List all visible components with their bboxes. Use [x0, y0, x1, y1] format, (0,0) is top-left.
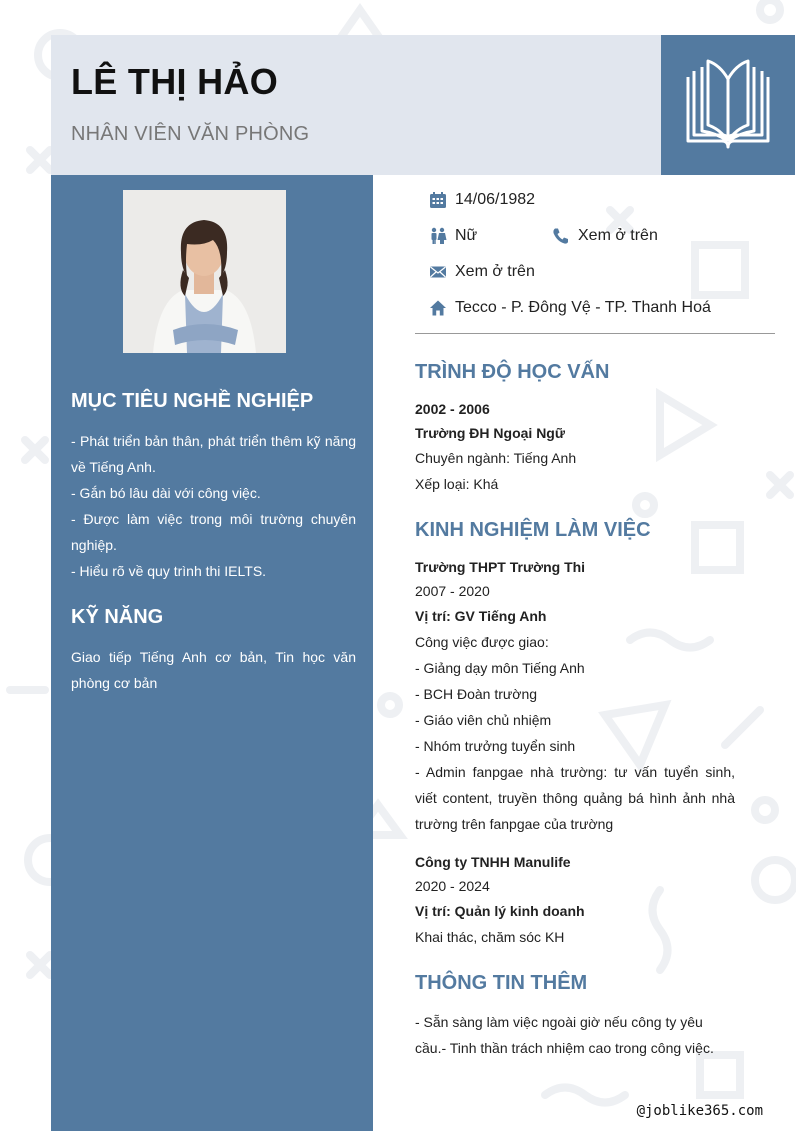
- gender-row: [429, 227, 477, 245]
- job-detail: Khai thác, chăm sóc KH: [415, 929, 565, 945]
- birthday-row: [429, 191, 535, 209]
- footer-watermark: @joblike365.com: [636, 1103, 763, 1119]
- education-heading: TRÌNH ĐỘ HỌC VẤN: [415, 361, 610, 383]
- job-detail: - Giáo viên chủ nhiệm: [415, 712, 552, 728]
- skills-text: Giao tiếp Tiếng Anh cơ bản, Tin học văn phòng cơ bản: [71, 649, 356, 691]
- education-period: 2002 - 2006: [415, 401, 490, 417]
- additional-heading: THÔNG TIN THÊM: [415, 972, 588, 994]
- gender-icon: [429, 227, 447, 245]
- job-detail: - Admin fanpgae nhà trường: tư vấn tuyển sinh, viết content, truyền thông quảng bá hình ảnh nhà trường trên fanpgae của trường: [415, 764, 735, 832]
- objective-text: [71, 428, 356, 584]
- birthday-value: 14/06/1982: [455, 191, 536, 208]
- additional-text: - Sẵn sàng làm việc ngoài giờ nếu công ty yêu cầu.- Tinh thần trách nhiệm cao trong công việc.: [415, 1014, 714, 1056]
- objective-line: - Phát triển bản thân, phát triển thêm kỹ năng về Tiếng Anh.: [71, 433, 356, 475]
- job-company: Trường THPT Trường Thi: [415, 559, 586, 575]
- phone-value: Xem ở trên: [578, 227, 658, 244]
- objective-line: - Gắn bó lâu dài với công việc.: [71, 485, 261, 501]
- job-period: 2020 - 2024: [415, 878, 490, 894]
- job-detail: - BCH Đoàn trường: [415, 686, 538, 702]
- objective-heading: MỤC TIÊU NGHỀ NGHIỆP: [71, 390, 314, 412]
- job-position: Vị trí: Quản lý kinh doanh: [415, 903, 585, 919]
- job-position: Vị trí: GV Tiếng Anh: [415, 608, 547, 624]
- job-detail: - Giảng dạy môn Tiếng Anh: [415, 660, 585, 676]
- education-entry: [415, 397, 735, 497]
- home-icon: [429, 299, 447, 317]
- job-title: NHÂN VIÊN VĂN PHÒNG: [71, 123, 310, 145]
- candidate-name: LÊ THỊ HẢO: [71, 61, 278, 102]
- phone-icon: [552, 227, 570, 245]
- education-major: Chuyên ngành: Tiếng Anh: [415, 450, 577, 466]
- header-banner: [51, 35, 661, 175]
- email-value: Xem ở trên: [455, 263, 535, 280]
- job-company: Công ty TNHH Manulife: [415, 854, 571, 870]
- experience-heading: KINH NGHIỆM LÀM VIỆC: [415, 519, 651, 541]
- header-icon-box: [661, 35, 795, 175]
- experience-job: [415, 555, 735, 837]
- contact-divider: [415, 333, 775, 334]
- gender-value: Nữ: [455, 227, 478, 244]
- objective-line: - Hiểu rõ về quy trình thi IELTS.: [71, 563, 267, 579]
- email-row: [429, 263, 535, 281]
- calendar-icon: [429, 191, 447, 209]
- job-detail: Công việc được giao:: [415, 634, 549, 650]
- experience-job: [415, 850, 735, 950]
- address-row: [429, 299, 711, 317]
- job-detail: - Nhóm trưởng tuyển sinh: [415, 738, 576, 754]
- mail-icon: [429, 263, 447, 281]
- education-school: Trường ĐH Ngoại Ngữ: [415, 425, 566, 441]
- address-value: Tecco - P. Đông Vệ - TP. Thanh Hoá: [455, 299, 711, 316]
- book-icon: [680, 57, 776, 153]
- job-period: 2007 - 2020: [415, 583, 490, 599]
- education-grade: Xếp loại: Khá: [415, 476, 499, 492]
- skills-heading: KỸ NĂNG: [71, 606, 164, 628]
- profile-photo: [123, 190, 286, 353]
- sidebar: [51, 175, 373, 1131]
- objective-line: - Được làm việc trong môi trường chuyên nghiệp.: [71, 511, 356, 553]
- phone-row: [552, 227, 658, 245]
